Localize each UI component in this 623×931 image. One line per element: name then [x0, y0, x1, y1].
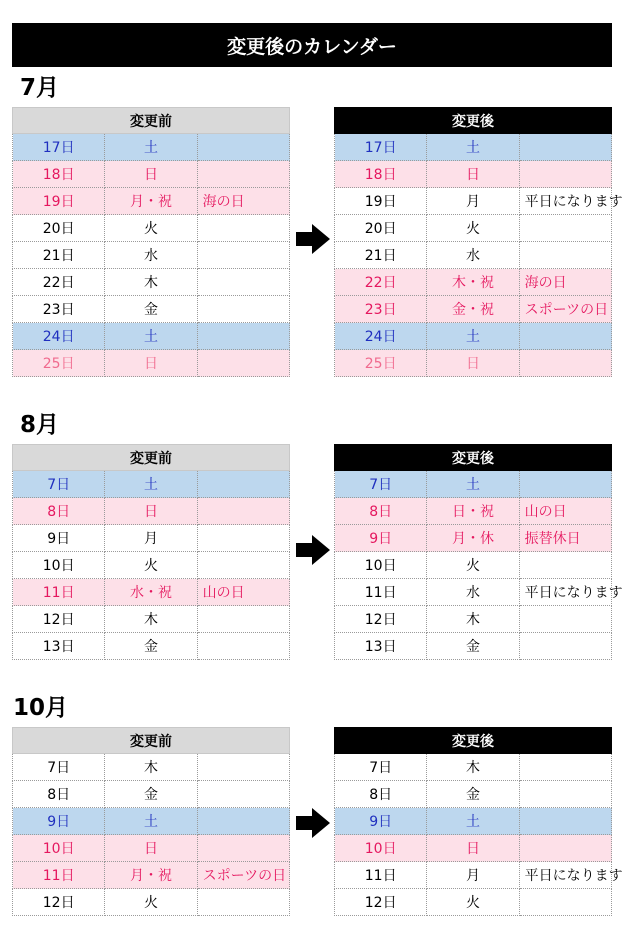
- note-cell: 山の日: [519, 498, 611, 525]
- note-cell: [519, 242, 611, 269]
- table-row: [335, 525, 612, 552]
- weekday-cell: 金: [105, 781, 197, 808]
- table-row: [13, 161, 290, 188]
- note-cell: [197, 754, 289, 781]
- table-row: [13, 498, 290, 525]
- date-cell: 20日: [335, 215, 427, 242]
- note-cell: [519, 781, 611, 808]
- table-row: [13, 781, 290, 808]
- date-cell: 22日: [335, 269, 427, 296]
- table-row: [13, 323, 290, 350]
- date-cell: 18日: [13, 161, 105, 188]
- weekday-cell: 火: [105, 215, 197, 242]
- note-cell: [197, 323, 289, 350]
- note-cell: [519, 323, 611, 350]
- weekday-cell: 月: [427, 188, 519, 215]
- table-row: [13, 754, 290, 781]
- date-cell: 17日: [335, 134, 427, 161]
- table-row: [13, 808, 290, 835]
- month-label-august: 8月: [20, 412, 60, 438]
- table-row: [335, 215, 612, 242]
- note-cell: [197, 269, 289, 296]
- table-row: [335, 161, 612, 188]
- date-cell: 20日: [13, 215, 105, 242]
- date-cell: 10日: [13, 552, 105, 579]
- table-row: [13, 296, 290, 323]
- date-cell: 23日: [13, 296, 105, 323]
- note-cell: [519, 808, 611, 835]
- table-row: [13, 215, 290, 242]
- weekday-cell: 火: [427, 215, 519, 242]
- date-cell: 12日: [13, 606, 105, 633]
- date-cell: 9日: [335, 808, 427, 835]
- weekday-cell: 水: [427, 579, 519, 606]
- weekday-cell: 日: [427, 161, 519, 188]
- weekday-cell: 土: [427, 134, 519, 161]
- table-row: [13, 835, 290, 862]
- table-header: 変更後: [335, 445, 612, 471]
- date-cell: 24日: [13, 323, 105, 350]
- note-cell: 平日になります: [519, 579, 611, 606]
- weekday-cell: 火: [105, 552, 197, 579]
- table-before-october: [12, 727, 290, 916]
- date-cell: 22日: [13, 269, 105, 296]
- date-cell: 11日: [13, 579, 105, 606]
- date-cell: 13日: [335, 633, 427, 660]
- note-cell: [197, 215, 289, 242]
- note-cell: [197, 161, 289, 188]
- right-arrow-icon: [296, 533, 330, 567]
- right-arrow-icon: [296, 806, 330, 840]
- date-cell: 21日: [335, 242, 427, 269]
- weekday-cell: 日: [105, 835, 197, 862]
- note-cell: [519, 161, 611, 188]
- table-row: [335, 350, 612, 377]
- table-header: 変更後: [335, 728, 612, 754]
- note-cell: [519, 633, 611, 660]
- note-cell: [197, 889, 289, 916]
- date-cell: 10日: [335, 552, 427, 579]
- note-cell: [197, 808, 289, 835]
- note-cell: [197, 296, 289, 323]
- date-cell: 8日: [13, 781, 105, 808]
- table-row: [13, 134, 290, 161]
- table-after-august: [334, 444, 623, 660]
- table-row: [335, 606, 612, 633]
- note-cell: [519, 889, 611, 916]
- date-cell: 11日: [13, 862, 105, 889]
- note-cell: [519, 552, 611, 579]
- table-header: 変更前: [13, 445, 290, 471]
- note-cell: 山の日: [197, 579, 289, 606]
- weekday-cell: 木: [427, 606, 519, 633]
- weekday-cell: 日: [105, 161, 197, 188]
- table-row: [13, 242, 290, 269]
- weekday-cell: 水: [427, 242, 519, 269]
- month-label-october: 10月: [13, 695, 69, 721]
- weekday-cell: 月・祝: [105, 862, 197, 889]
- table-after-july: [334, 107, 623, 377]
- weekday-cell: 月: [105, 525, 197, 552]
- weekday-cell: 土: [105, 808, 197, 835]
- table-row: [335, 835, 612, 862]
- date-cell: 13日: [13, 633, 105, 660]
- note-cell: 振替休日: [519, 525, 611, 552]
- right-arrow-icon: [296, 222, 330, 256]
- table-after-october: [334, 727, 623, 916]
- weekday-cell: 月・休: [427, 525, 519, 552]
- date-cell: 17日: [13, 134, 105, 161]
- weekday-cell: 日: [105, 350, 197, 377]
- weekday-cell: 月・祝: [105, 188, 197, 215]
- weekday-cell: 金: [427, 633, 519, 660]
- date-cell: 7日: [13, 754, 105, 781]
- table-row: [335, 754, 612, 781]
- weekday-cell: 水: [105, 242, 197, 269]
- note-cell: [197, 606, 289, 633]
- note-cell: [197, 242, 289, 269]
- date-cell: 12日: [13, 889, 105, 916]
- month-label-july: 7月: [20, 75, 60, 101]
- note-cell: [197, 781, 289, 808]
- note-cell: [197, 835, 289, 862]
- weekday-cell: 金: [427, 781, 519, 808]
- note-cell: 平日になります: [519, 188, 611, 215]
- date-cell: 8日: [335, 498, 427, 525]
- weekday-cell: 火: [427, 889, 519, 916]
- date-cell: 19日: [13, 188, 105, 215]
- weekday-cell: 水・祝: [105, 579, 197, 606]
- table-row: [335, 296, 612, 323]
- weekday-cell: 木: [105, 606, 197, 633]
- table-row: [335, 269, 612, 296]
- weekday-cell: 木: [427, 754, 519, 781]
- table-row: [13, 606, 290, 633]
- weekday-cell: 木: [105, 269, 197, 296]
- table-row: [13, 579, 290, 606]
- note-cell: スポーツの日: [519, 296, 611, 323]
- weekday-cell: 土: [105, 323, 197, 350]
- table-row: [335, 471, 612, 498]
- date-cell: 18日: [335, 161, 427, 188]
- weekday-cell: 日・祝: [427, 498, 519, 525]
- table-row: [335, 498, 612, 525]
- table-row: [335, 188, 612, 215]
- table-row: [13, 862, 290, 889]
- table-row: [13, 525, 290, 552]
- note-cell: [197, 552, 289, 579]
- note-cell: 平日になります: [519, 862, 611, 889]
- note-cell: [197, 350, 289, 377]
- table-row: [335, 862, 612, 889]
- date-cell: 12日: [335, 889, 427, 916]
- weekday-cell: 金: [105, 296, 197, 323]
- date-cell: 7日: [13, 471, 105, 498]
- weekday-cell: 月: [427, 862, 519, 889]
- table-row: [335, 808, 612, 835]
- table-before-july: [12, 107, 290, 377]
- weekday-cell: 火: [105, 889, 197, 916]
- note-cell: [519, 134, 611, 161]
- table-row: [335, 781, 612, 808]
- note-cell: [197, 525, 289, 552]
- date-cell: 11日: [335, 579, 427, 606]
- table-header: 変更前: [13, 108, 290, 134]
- weekday-cell: 金・祝: [427, 296, 519, 323]
- table-row: [13, 269, 290, 296]
- note-cell: 海の日: [519, 269, 611, 296]
- table-row: [335, 579, 612, 606]
- date-cell: 10日: [13, 835, 105, 862]
- note-cell: [519, 215, 611, 242]
- table-row: [13, 188, 290, 215]
- table-row: [13, 633, 290, 660]
- date-cell: 24日: [335, 323, 427, 350]
- date-cell: 12日: [335, 606, 427, 633]
- table-row: [13, 552, 290, 579]
- table-row: [13, 889, 290, 916]
- date-cell: 25日: [335, 350, 427, 377]
- date-cell: 19日: [335, 188, 427, 215]
- date-cell: 7日: [335, 471, 427, 498]
- table-row: [13, 471, 290, 498]
- note-cell: [197, 498, 289, 525]
- date-cell: 11日: [335, 862, 427, 889]
- table-row: [335, 889, 612, 916]
- note-cell: [519, 835, 611, 862]
- date-cell: 8日: [13, 498, 105, 525]
- table-row: [335, 134, 612, 161]
- table-row: [335, 552, 612, 579]
- table-row: [13, 350, 290, 377]
- date-cell: 10日: [335, 835, 427, 862]
- page-title: 変更後のカレンダー: [12, 23, 612, 67]
- weekday-cell: 火: [427, 552, 519, 579]
- date-cell: 21日: [13, 242, 105, 269]
- note-cell: スポーツの日: [197, 862, 289, 889]
- weekday-cell: 木: [105, 754, 197, 781]
- date-cell: 23日: [335, 296, 427, 323]
- weekday-cell: 土: [427, 471, 519, 498]
- date-cell: 25日: [13, 350, 105, 377]
- note-cell: 海の日: [197, 188, 289, 215]
- note-cell: [519, 606, 611, 633]
- weekday-cell: 木・祝: [427, 269, 519, 296]
- table-header: 変更前: [13, 728, 290, 754]
- note-cell: [519, 471, 611, 498]
- note-cell: [519, 754, 611, 781]
- weekday-cell: 日: [427, 350, 519, 377]
- weekday-cell: 金: [105, 633, 197, 660]
- date-cell: 9日: [13, 808, 105, 835]
- note-cell: [197, 471, 289, 498]
- table-header: 変更後: [335, 108, 612, 134]
- weekday-cell: 土: [427, 808, 519, 835]
- table-row: [335, 633, 612, 660]
- date-cell: 8日: [335, 781, 427, 808]
- weekday-cell: 土: [105, 134, 197, 161]
- weekday-cell: 土: [427, 323, 519, 350]
- weekday-cell: 日: [105, 498, 197, 525]
- table-row: [335, 242, 612, 269]
- table-before-august: [12, 444, 290, 660]
- note-cell: [197, 134, 289, 161]
- note-cell: [519, 350, 611, 377]
- weekday-cell: 土: [105, 471, 197, 498]
- date-cell: 9日: [335, 525, 427, 552]
- date-cell: 7日: [335, 754, 427, 781]
- table-row: [335, 323, 612, 350]
- weekday-cell: 日: [427, 835, 519, 862]
- note-cell: [197, 633, 289, 660]
- date-cell: 9日: [13, 525, 105, 552]
